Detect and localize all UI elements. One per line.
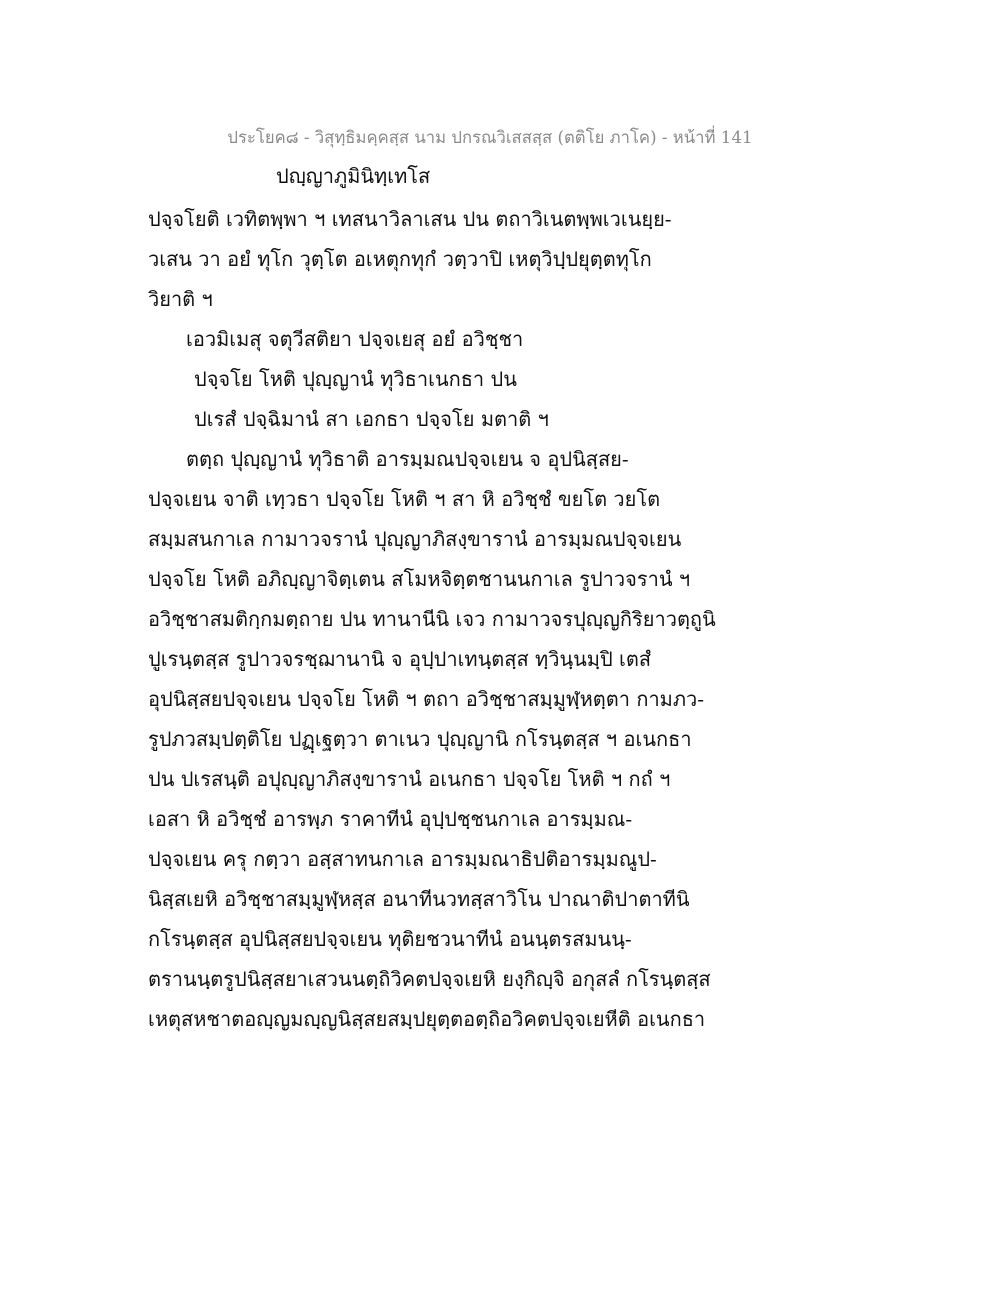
text-line: อวิชฺชาสมติกฺกมตฺถาย ปน ทานานีนิ เจว กามาวจรปุญฺญกิริยาวตฺถูนิ [148, 607, 716, 631]
text-line: เอวมิเมสุ จตุวีสติยา ปจฺจเยสุ อยํ อวิชฺชา [186, 327, 524, 351]
verse-line: ปเรสํ ปจฺฉิมานํ สา เอกธา ปจฺจโย มตาติ ฯ [194, 407, 549, 431]
verse-line: ปจฺจโย โหติ ปุญฺญานํ ทุวิธาเนกธา ปน [194, 367, 517, 391]
page-header: ประโยค๘ - วิสุทฺธิมคฺคสฺส นาม ปกรณวิเสสสฺส (ตติโย ภาโค) - หน้าที่ 141 [227, 128, 753, 148]
text-line: อุปนิสฺสยปจฺจเยน ปจฺจโย โหติ ฯ ตถา อวิชฺชาสมฺมูฬฺหตฺตา กามภว- [148, 687, 705, 711]
text-line: นิสฺสเยหิ อวิชฺชาสมฺมูฬฺหสฺส อนาทีนวทสฺสาวิโน ปาณาติปาตาทีนิ [148, 887, 690, 911]
text-line: วิยาติ ฯ [148, 287, 213, 311]
section-title: ปญฺญาภูมินิทฺเทโส [276, 164, 431, 188]
text-line: ปจฺจโย โหติ อภิญฺญาจิตฺเตน สโมหจิตฺตชานนกาเล รูปาวจรานํ ฯ [148, 567, 691, 591]
text-line: ปน ปเรสนฺติ อปุญฺญาภิสงฺขารานํ อเนกธา ปจฺจโย โหติ ฯ กถํ ฯ [148, 767, 671, 791]
text-line: รูปภวสมฺปตฺติโย ปฏฺเฐตฺวา ตาเนว ปุญฺญานิ กโรนฺตสฺส ฯ อเนกธา [148, 727, 692, 751]
text-line: ตตฺถ ปุญฺญานํ ทุวิธาติ อารมฺมณปจฺจเยน จ อุปนิสฺสย- [186, 447, 629, 471]
text-line: เอสา หิ อวิชฺชํ อารพฺภ ราคาทีนํ อุปฺปชฺชนกาเล อารมฺมณ- [148, 807, 633, 831]
text-line: ปจฺจเยน จาติ เทฺวธา ปจฺจโย โหติ ฯ สา หิ อวิชฺชํ ขยโต วยโต [148, 487, 661, 511]
text-line: ปูเรนฺตสฺส รูปาวจรชฺฌานานิ จ อุปฺปาเทนฺตสฺส ทฺวินฺนมฺปิ เตสํ [148, 647, 652, 671]
text-line: เหตุสหชาตอญฺญมญฺญนิสฺสยสมฺปยุตฺตอตฺถิอวิคตปจฺจเยหีติ อเนกธา [148, 1007, 706, 1031]
text-line: วเสน วา อยํ ทุโก วุตฺโต อเหตุกทุกํ วตฺวาปิ เหตุวิปฺปยุตฺตทุโก [148, 247, 652, 271]
text-line: กโรนฺตสฺส อุปนิสฺสยปจฺจเยน ทุติยชวนาทีนํ อนนฺตรสมนนฺ- [148, 927, 632, 951]
text-line: ตรานนฺตรูปนิสฺสยาเสวนนตฺถิวิคตปจฺจเยหิ ยงฺกิญฺจิ อกุสลํ กโรนฺตสฺส [148, 967, 711, 991]
text-line: ปจฺจเยน ครุ กตฺวา อสฺสาทนกาเล อารมฺมณาธิปติอารมฺมณูป- [148, 847, 657, 871]
text-line: สมฺมสนกาเล กามาวจรานํ ปุญฺญาภิสงฺขารานํ อารมฺมณปจฺจเยน [148, 527, 682, 551]
text-line: ปจฺจโยติ เวทิตพฺพา ฯ เทสนาวิลาเสน ปน ตถาวิเนตพฺพเวเนยฺย- [148, 207, 672, 231]
